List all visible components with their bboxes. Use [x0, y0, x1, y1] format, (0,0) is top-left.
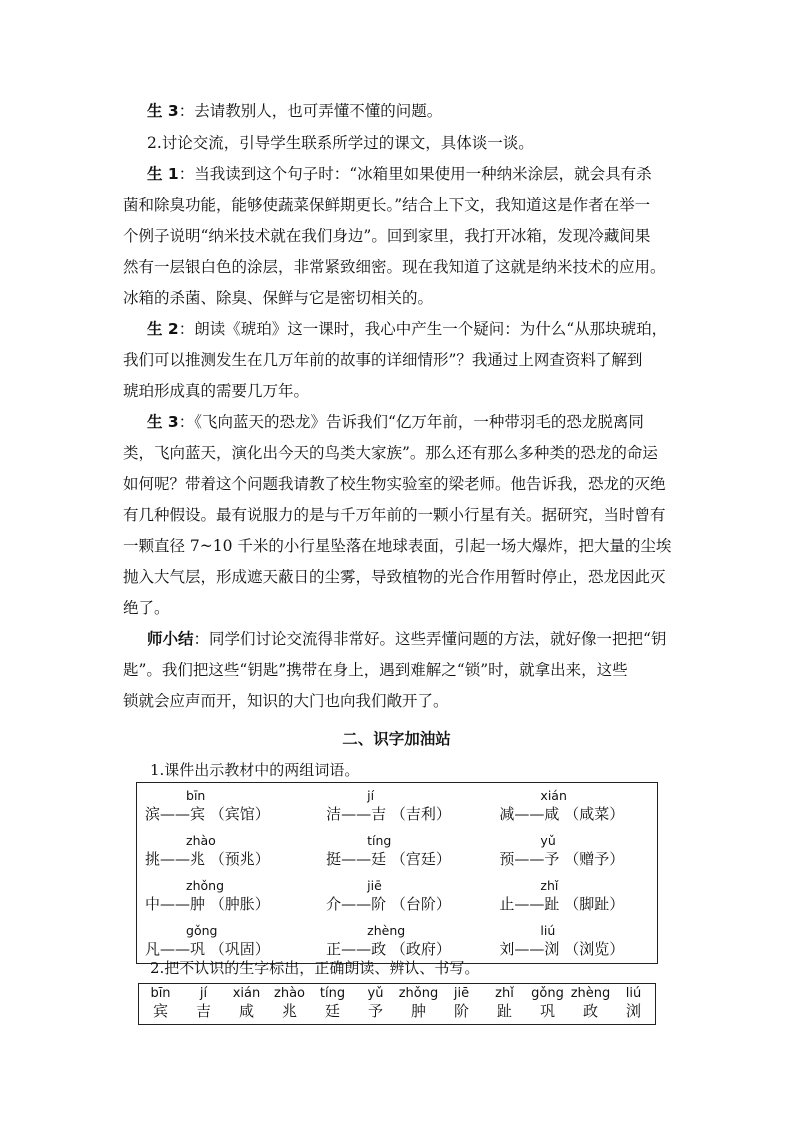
paragraph-line: 锁就会应声而开，知识的大门也向我们敞开了。 [123, 692, 449, 710]
teacher-summary [123, 624, 683, 717]
example-word: （肿胀） [205, 895, 270, 913]
strip-character [569, 986, 612, 1020]
paragraph-line: 一颗直径 7~10 千米的小行星坠落在地球表面，引起一场大爆炸，把大量的尘埃 [123, 537, 672, 555]
pinyin: bīn [186, 788, 206, 803]
paragraph-line: 我们可以推测发生在几万年前的故事的详细情形”？我通过上网查资料了解到 [123, 351, 643, 369]
speaker-label: 生 1 [147, 165, 179, 183]
base-character: 挑—— [145, 850, 191, 868]
example-word: （台阶） [386, 895, 451, 913]
task-text: 2.讨论交流，引导学生联系所学过的课文，具体谈一谈。 [147, 134, 534, 152]
target-character: bīn 宾 [186, 788, 206, 823]
target-character: zhǐ 趾 [540, 878, 560, 913]
strip-character [397, 986, 440, 1020]
character: 阶 [453, 1002, 469, 1020]
word-group [326, 873, 499, 918]
pinyin: jí [199, 986, 208, 1001]
paragraph-line: 绝了。 [123, 599, 170, 617]
paragraph-line: 菌和除臭功能，能够使蔬菜保鲜期更长。”结合上下文，我知道这是作者在举一 [123, 196, 651, 214]
base-character: 凡—— [145, 940, 191, 958]
target-character: xián 咸 [540, 788, 567, 823]
word-group [499, 873, 657, 918]
pinyin: tíng [367, 833, 392, 848]
table-row [137, 783, 658, 829]
word-group [137, 828, 327, 873]
student1-paragraph [123, 159, 683, 314]
pinyin: xián [232, 986, 261, 1001]
example-word: （巩固） [205, 940, 270, 958]
pinyin: gǒng [531, 986, 564, 1001]
task-2-practice-instruction: 2.把不认识的生字标出，正确朗读、辨认、书写。 [150, 959, 480, 977]
speaker-label: 生 3 [147, 102, 179, 120]
base-character: 中—— [145, 895, 191, 913]
paragraph-line: 类，飞向蓝天，演化出今天的鸟类大家族”。那么还有那么多种类的恐龙的命运 [123, 444, 658, 462]
example-word: （咸菜） [559, 805, 625, 823]
pinyin: zhèng [367, 923, 406, 938]
paragraph-line: 然有一层银白色的涂层，非常紧致细密。现在我知道了这就是纳米技术的应用。 [123, 258, 666, 276]
pinyin: zhào [186, 833, 216, 848]
example-word: （吉利） [386, 805, 451, 823]
strip-character [354, 986, 397, 1020]
example-word: （脚趾） [559, 895, 625, 913]
target-character: tíng 廷 [367, 833, 392, 868]
target-character: jí 吉 [367, 788, 387, 823]
target-character: jiē 阶 [367, 878, 387, 913]
student2-paragraph [123, 314, 683, 407]
paragraph-line: 个例子说明“纳米技术就在我们身边”。回到家里，我打开冰箱，发现冷藏间果 [123, 227, 651, 245]
example-word: （预兆） [205, 850, 270, 868]
student3-paragraph [123, 407, 683, 624]
paragraph-line: 生 3：《飞向蓝天的恐龙》告诉我们“亿万年前，一种带羽毛的恐龙脱离同 [147, 413, 644, 431]
target-character: liú 浏 [540, 923, 560, 958]
pinyin: zhǐ [540, 878, 559, 893]
character: 浏 [625, 1002, 641, 1020]
word-group [499, 918, 657, 964]
strip-character [182, 986, 225, 1020]
character: 肿 [410, 1002, 426, 1020]
strip-character [483, 986, 526, 1020]
strip-character [440, 986, 483, 1020]
table-row [137, 828, 658, 873]
character: 巩 [539, 1002, 555, 1020]
pinyin: jiē [453, 986, 470, 1001]
character-strip [138, 983, 656, 1025]
character: 兆 [281, 1002, 297, 1020]
character: 政 [582, 1002, 598, 1020]
pinyin: zhǒng [186, 878, 225, 893]
speaker-label: 师小结 [147, 630, 194, 648]
task-1-instruction: 1.课件出示教材中的两组词语。 [150, 761, 360, 779]
pinyin: jí [367, 788, 375, 803]
base-character: 减—— [499, 805, 545, 823]
base-character: 洁—— [326, 805, 372, 823]
example-word: （政府） [386, 940, 451, 958]
character: 咸 [238, 1002, 254, 1020]
strip-character [268, 986, 311, 1020]
task-2-instruction [147, 128, 683, 159]
section-heading: 二、识字加油站 [342, 730, 451, 748]
base-character: 正—— [326, 940, 372, 958]
base-character: 挺—— [326, 850, 372, 868]
speaker-label: 生 3 [147, 413, 179, 431]
student3-remark [147, 96, 683, 127]
word-group [137, 783, 327, 829]
base-character: 预—— [499, 850, 545, 868]
paragraph-line: 生 2：朗读《琥珀》这一课时，我心中产生一个疑问：为什么“从那块琥珀， [147, 320, 668, 338]
table-row [137, 873, 658, 918]
pinyin: xián [540, 788, 567, 803]
pinyin: yǔ [540, 833, 556, 848]
base-character: 止—— [499, 895, 545, 913]
character: 宾 [152, 1002, 168, 1020]
word-table [136, 782, 658, 964]
word-group [137, 873, 327, 918]
strip-character [225, 986, 268, 1020]
pinyin: liú [540, 923, 556, 938]
pinyin: zhǒng [398, 986, 439, 1001]
paragraph-line: 师小结：同学们讨论交流得非常好。这些弄懂问题的方法，就好像一把把“钥 [147, 630, 667, 648]
target-character: zhèng 政 [367, 923, 406, 958]
example-word: （赠予） [559, 850, 625, 868]
character: 吉 [195, 1002, 211, 1020]
pinyin: zhèng [570, 986, 611, 1001]
pinyin: gǒng [186, 923, 218, 938]
pinyin: liú [625, 986, 642, 1001]
speaker-label: 生 2 [147, 320, 179, 338]
word-group [499, 783, 657, 829]
pinyin: zhǐ [495, 986, 514, 1001]
target-character: zhào 兆 [186, 833, 216, 868]
example-word: （宫廷） [386, 850, 451, 868]
paragraph-line: 如何呢？带着这个问题我请教了校生物实验室的梁老师。他告诉我，恐龙的灭绝 [123, 475, 666, 493]
pinyin: jiē [367, 878, 382, 893]
paragraph-line: 有几种假设。最有说服力的是与千万年前的一颗小行星有关。据研究，当时曾有 [123, 506, 666, 524]
character: 予 [367, 1002, 383, 1020]
paragraph-line: 抛入大气层，形成遮天蔽日的尘雾，导致植物的光合作用暂时停止，恐龙因此灭 [123, 568, 666, 586]
word-group [499, 828, 657, 873]
strip-character [612, 986, 655, 1020]
paragraph-line: 冰箱的杀菌、除臭、保鲜与它是密切相关的。 [123, 289, 434, 307]
pinyin: yǔ [367, 986, 384, 1001]
example-word: （浏览） [559, 940, 625, 958]
word-group [326, 828, 499, 873]
base-character: 刘—— [499, 940, 545, 958]
character: 廷 [324, 1002, 340, 1020]
base-character: 介—— [326, 895, 372, 913]
target-character: gǒng 巩 [186, 923, 218, 958]
paragraph-line: 生 1：当我读到这个句子时：“冰箱里如果使用一种纳米涂层，就会具有杀 [147, 165, 652, 183]
strip-character [526, 986, 569, 1020]
target-character: zhǒng 肿 [186, 878, 225, 913]
paragraph-line: 琥珀形成真的需要几万年。 [123, 382, 310, 400]
target-character: yǔ 予 [540, 833, 560, 868]
strip-character [139, 986, 182, 1020]
base-character: 滨—— [145, 805, 191, 823]
word-group [326, 783, 499, 829]
strip-character [311, 986, 354, 1020]
character: 趾 [496, 1002, 512, 1020]
example-word: （宾馆） [205, 805, 270, 823]
pinyin: zhào [274, 986, 305, 1001]
remark-text: ：去请教别人，也可弄懂不懂的问题。 [178, 102, 443, 120]
pinyin: tíng [319, 986, 346, 1001]
paragraph-line: 匙”。我们把这些“钥匙”携带在身上，遇到难解之“锁”时，就拿出来，这些 [123, 661, 628, 679]
pinyin: bīn [150, 986, 171, 1001]
